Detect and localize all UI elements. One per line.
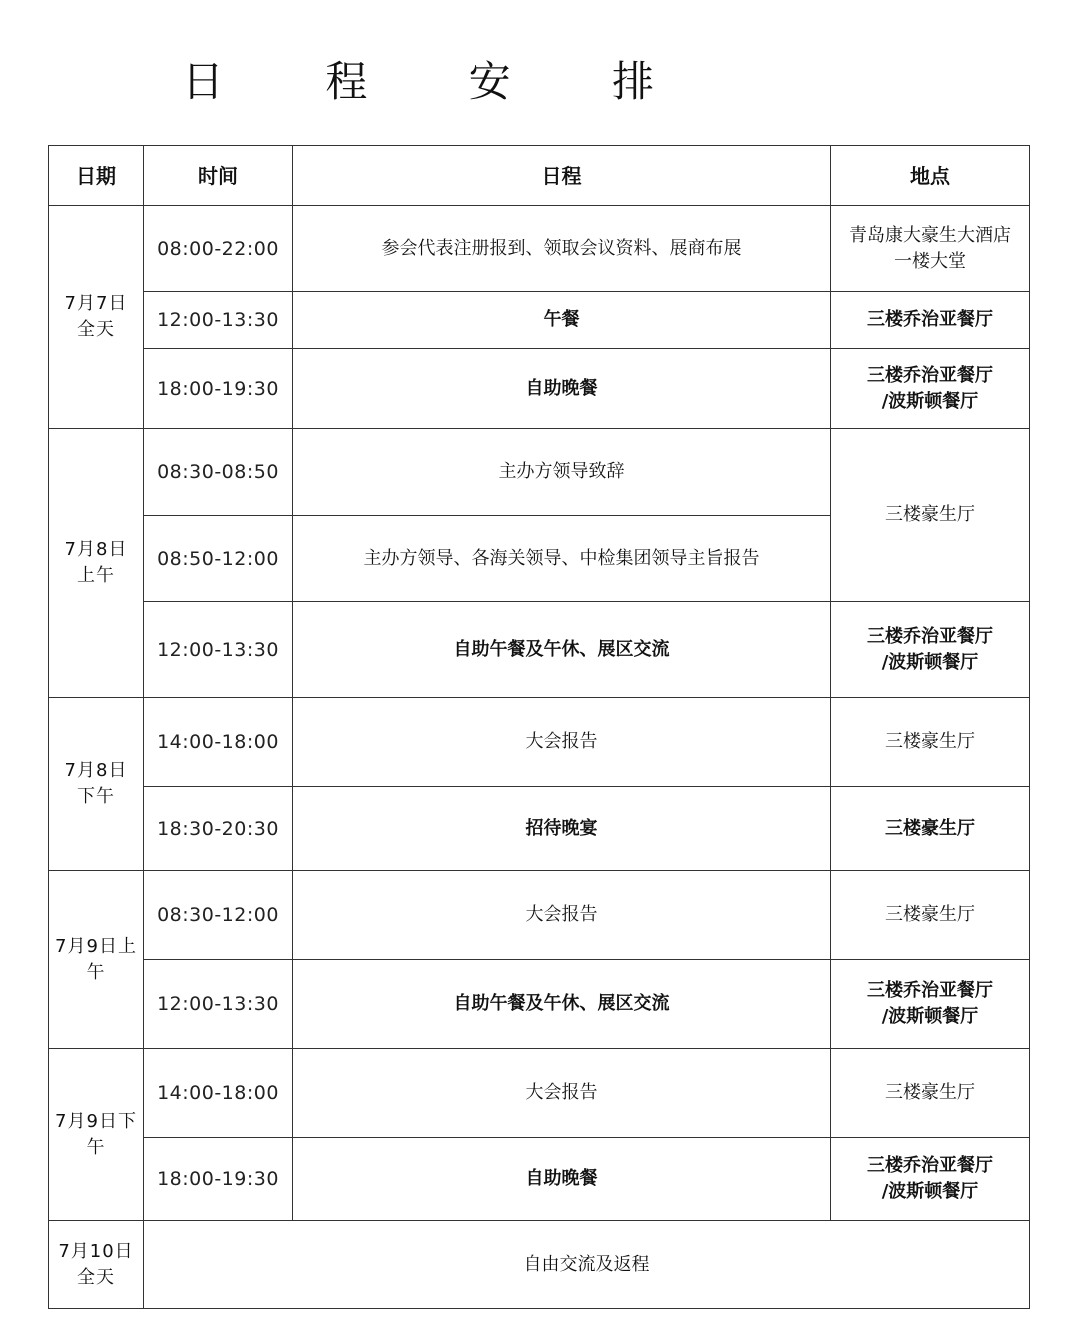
location-line: 三楼豪生厅: [885, 904, 975, 925]
table-row: [49, 349, 1030, 429]
date-line: 7月7日: [64, 293, 128, 314]
time-cell: 18:00-19:30: [144, 349, 293, 429]
location-cell: [831, 349, 1030, 429]
location-cell: [831, 1138, 1030, 1221]
time-cell: 14:00-18:00: [144, 698, 293, 787]
date-line: 7月9日上: [55, 935, 137, 957]
time-cell: 08:50-12:00: [144, 516, 293, 602]
location-cell: [831, 292, 1030, 349]
date-cell: [49, 698, 144, 871]
date-cell: [49, 206, 144, 429]
date-line: 午: [86, 961, 106, 983]
date-cell: [49, 871, 144, 1049]
header-row: [49, 146, 1030, 206]
date-line: 午: [86, 1136, 106, 1158]
agenda-cell: 主办方领导致辞: [293, 429, 831, 516]
location-cell: [831, 871, 1030, 960]
location-line: /波斯顿餐厅: [881, 1181, 979, 1202]
location-cell: [831, 960, 1030, 1049]
table-row: [49, 1221, 1030, 1309]
table-row: [49, 292, 1030, 349]
time-cell: 12:00-13:30: [144, 602, 293, 698]
page-title: 日 程 安 排: [181, 57, 699, 106]
table-row: [49, 602, 1030, 698]
table-row: [49, 1049, 1030, 1138]
agenda-cell: 自助晚餐: [293, 349, 831, 429]
date-line: 上午: [77, 565, 115, 586]
date-cell: [49, 1049, 144, 1221]
header-agenda: 日程: [293, 146, 831, 206]
schedule-table: [48, 145, 1030, 1309]
table-row: [49, 787, 1030, 871]
time-cell: 14:00-18:00: [144, 1049, 293, 1138]
table-row: [49, 429, 1030, 516]
agenda-cell: 自助午餐及午休、展区交流: [293, 960, 831, 1049]
agenda-cell: 大会报告: [293, 871, 831, 960]
date-line: 7月10日: [58, 1240, 134, 1262]
time-cell: 08:00-22:00: [144, 206, 293, 292]
location-cell: [831, 698, 1030, 787]
date-line: 7月9日下: [55, 1110, 137, 1132]
location-line: 三楼乔治亚餐厅: [867, 1155, 993, 1176]
location-line: 三楼豪生厅: [885, 1082, 975, 1103]
date-cell: [49, 429, 144, 698]
location-line: 一楼大堂: [894, 250, 966, 272]
location-line: 三楼豪生厅: [885, 817, 975, 839]
location-cell: [831, 787, 1030, 871]
header-time: 时间: [144, 146, 293, 206]
location-line: /波斯顿餐厅: [881, 651, 979, 673]
table-row: [49, 871, 1030, 960]
date-line: 全天: [77, 319, 115, 340]
time-cell: 18:00-19:30: [144, 1138, 293, 1221]
location-line: 三楼乔治亚餐厅: [867, 980, 993, 1001]
header-location: 地点: [831, 146, 1030, 206]
date-cell: [49, 1221, 144, 1309]
location-cell: [831, 206, 1030, 292]
table-row: [49, 1138, 1030, 1221]
agenda-cell: 大会报告: [293, 1049, 831, 1138]
agenda-cell: 自助晚餐: [293, 1138, 831, 1221]
table-row: [49, 960, 1030, 1049]
location-line: 三楼乔治亚餐厅: [867, 309, 993, 330]
location-line: 青岛康大豪生大酒店: [849, 224, 1011, 246]
table-row: [49, 698, 1030, 787]
agenda-cell: 自助午餐及午休、展区交流: [293, 602, 831, 698]
date-line: 全天: [77, 1266, 115, 1288]
time-cell: 12:00-13:30: [144, 960, 293, 1049]
location-line: /波斯顿餐厅: [881, 1006, 979, 1027]
location-line: 三楼乔治亚餐厅: [867, 625, 993, 647]
agenda-cell: 参会代表注册报到、领取会议资料、展商布展: [293, 206, 831, 292]
agenda-cell: 招待晚宴: [293, 787, 831, 871]
location-cell: [831, 1049, 1030, 1138]
location-cell: [831, 602, 1030, 698]
agenda-cell: 午餐: [293, 292, 831, 349]
header-date: 日期: [49, 146, 144, 206]
agenda-cell: 大会报告: [293, 698, 831, 787]
date-line: 7月8日: [64, 760, 128, 781]
date-line: 下午: [77, 786, 115, 807]
location-line: 三楼豪生厅: [885, 504, 975, 525]
agenda-cell: 主办方领导、各海关领导、中检集团领导主旨报告: [293, 516, 831, 602]
table-row: [49, 206, 1030, 292]
location-line: 三楼豪生厅: [885, 731, 975, 752]
location-line: 三楼乔治亚餐厅: [867, 364, 993, 386]
location-cell: [831, 429, 1030, 602]
time-cell: 12:00-13:30: [144, 292, 293, 349]
date-line: 7月8日: [64, 539, 128, 560]
location-line: /波斯顿餐厅: [881, 390, 979, 412]
time-cell: 08:30-12:00: [144, 871, 293, 960]
time-cell: 08:30-08:50: [144, 429, 293, 516]
time-cell: 18:30-20:30: [144, 787, 293, 871]
agenda-cell: 自由交流及返程: [144, 1221, 1030, 1309]
